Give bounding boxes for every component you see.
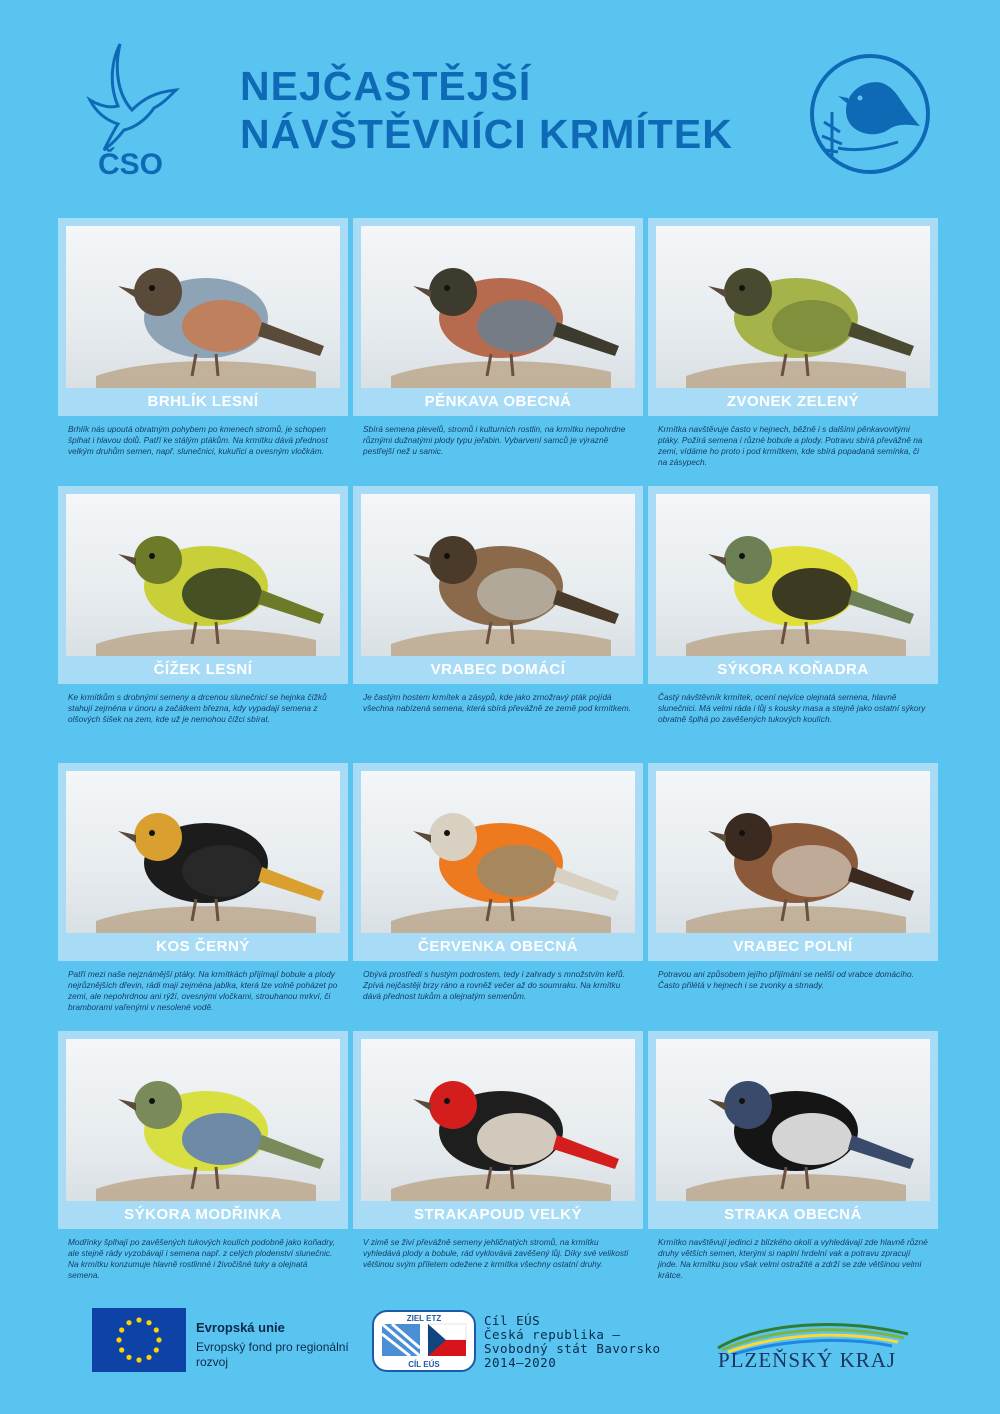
bird-name: SÝKORA MODŘINKA (58, 1203, 348, 1227)
bird-name: KOS ČERNÝ (58, 935, 348, 959)
photo-frame (353, 218, 643, 416)
eu-fund-text: Evropský fond pro regionální rozvoj (196, 1340, 349, 1369)
eu-star-icon (154, 1327, 159, 1332)
bird-description: Patří mezi naše nejznámější ptáky. Na krmítkách přijímají bobule a plody nejrůznějších dřevin, rádi mají zejména jablka, která lze volně poházet po zemi, ale nepohrdnou ani rýží, ovesnými vločkami, strouhanou mrkví, či bramborami vařenými v nesolené vodě. (68, 969, 338, 1012)
cil-line-2: Česká republika – (484, 1327, 621, 1342)
title-line-2: NÁVŠTĚVNÍCI KRMÍTEK (240, 111, 733, 157)
bird-description: Krmítka navštěvuje často v hejnech, běžně i s dalšími pěnkavovitými ptáky. Požírá semena i různé bobule a plody. Potravu sbírá převážně na zemi, vídáme ho proto i pod krmítkem, kde sbírá popadaná semínka, či na zásypech. (658, 424, 923, 467)
blue-tit-icon (66, 1039, 340, 1201)
eu-star-icon (116, 1337, 121, 1342)
bird-description: Modřinky šplhají po zavěšených tukových koulích podobně jako koňadry, ale stejně rády vyzobávají i semena např. z celých plodenství slunečnic. Na krmítku konzumuje hlavně rostlinné i živočišné tuky a olejnatá semena. (68, 1237, 335, 1280)
cso-logo (84, 40, 194, 180)
bird-description: Častý návštěvník krmítek, ocení nejvíce olejnatá semena, hlavně slunečnici. Má velmi ráda i lůj s kousky masa a stejně jako ostatní sýkory obratně šplhá po zavěšených tukových koulích. (658, 692, 926, 724)
eu-star-icon (119, 1327, 124, 1332)
bird-name: SÝKORA KOŇADRA (648, 658, 938, 682)
eu-star-icon (146, 1320, 151, 1325)
woodpecker-icon (361, 1039, 635, 1201)
page-title (240, 62, 733, 158)
bird-photo (361, 226, 635, 388)
photo-frame (648, 763, 938, 961)
robin-icon (361, 771, 635, 933)
bird-description: Je častým hostem krmítek a zásypů, kde jako zrnožravý pták pojídá všechna nabízená semena, která sbírá převážně ze země pod krmítkem. (363, 692, 631, 713)
cil-eus-text (484, 1314, 661, 1370)
bird-photo (656, 494, 930, 656)
bird-photo (66, 1039, 340, 1201)
great-tit-icon (656, 494, 930, 656)
eu-star-icon (136, 1357, 141, 1362)
bird-description: V zimě se živí převážně semeny jehličnatých stromů, na krmítku vyhledává plody a bobule, rád vyklovává zavěšený lůj. Díky své velikosti většinou svým příletem odežene z krmítka všechny ostatní druhy. (363, 1237, 629, 1269)
cso-logo-text: ČSO (98, 148, 164, 180)
bird-name: PĚNKAVA OBECNÁ (353, 390, 643, 414)
eu-star-icon (154, 1347, 159, 1352)
bird-photo (361, 771, 635, 933)
footer (0, 1300, 1000, 1390)
bird-photo (66, 226, 340, 388)
bird-description: Brhlík nás upoutá obratným pohybem po kmenech stromů, je schopen šplhat i hlavou dolů. Patří ke stálým ptákům. Na krmítku dává přednost velkým druhům semen, např. slunečnici, kukuřici a ovesným vločkám. (68, 424, 328, 456)
bird-description: Ke krmítkům s drobnými semeny a drcenou slunečnicí se hejnka čížků stahují zejména v únoru a začátkem března, kdy vypadají semena z olšových šišek na zem, kde už je nemohou čížci sbírat. (68, 692, 327, 724)
eu-star-icon (126, 1355, 131, 1360)
bird-name: ZVONEK ZELENÝ (648, 390, 938, 414)
bird-name: STRAKA OBECNÁ (648, 1203, 938, 1227)
photo-frame (58, 763, 348, 961)
magpie-icon (656, 1039, 930, 1201)
bird-photo (361, 494, 635, 656)
bird-name: STRAKAPOUD VELKÝ (353, 1203, 643, 1227)
photo-frame (353, 486, 643, 684)
eu-star-icon (146, 1355, 151, 1360)
cil-line-3: Svobodný stát Bavorsko (484, 1341, 661, 1356)
bird-name: VRABEC POLNÍ (648, 935, 938, 959)
eu-title: Evropská unie (196, 1320, 285, 1335)
greenfinch-icon (656, 226, 930, 388)
bird-photo (66, 771, 340, 933)
photo-frame (648, 1031, 938, 1229)
bird-description: Potravou ani způsobem jejího přijímání se neliší od vrabce domácího. Často přilétá v hejnech i se zvonky a strnady. (658, 969, 914, 990)
plzensky-kraj-text: PLZEŇSKÝ KRAJ (718, 1348, 897, 1372)
photo-frame (353, 763, 643, 961)
bird-photo (361, 1039, 635, 1201)
siskin-icon (66, 494, 340, 656)
house-sparrow-icon (361, 494, 635, 656)
photo-frame (353, 1031, 643, 1229)
bird-description: Krmítko navštěvují jedinci z blízkého okolí a vyhledávají zde hlavně různé druhy větších semen, kterými si naplní hrdelní vak a potravu zpracují jinde. Na krmítku jsou však velmi ostražité a zdrží se zde většinou velmi krátce. (658, 1237, 928, 1280)
etz-bottom-text: CÍL EÚS (408, 1360, 440, 1369)
bird-name: ČÍŽEK LESNÍ (58, 658, 348, 682)
bird-feeder-emblem-icon (808, 52, 932, 176)
bird-name: ČERVENKA OBECNÁ (353, 935, 643, 959)
eu-star-icon (156, 1337, 161, 1342)
eu-flag-icon (92, 1308, 186, 1372)
photo-frame (58, 486, 348, 684)
blackbird-icon (66, 771, 340, 933)
nuthatch-icon (66, 226, 340, 388)
bird-photo (656, 226, 930, 388)
photo-frame (648, 486, 938, 684)
etz-top-text: ZIEL ETZ (406, 1314, 442, 1323)
bird-name: BRHLÍK LESNÍ (58, 390, 348, 414)
ziel-etz-logo (372, 1310, 476, 1372)
bird-photo (66, 494, 340, 656)
bird-description: Obývá prostředí s hustým podrostem, tedy i zahrady s množstvím keřů. Zpívá nejčastěji brzy ráno a rovněž večer až do soumraku. Na krmítku dává přednost tukům a olejnatým semenům. (363, 969, 625, 1001)
eu-star-icon (119, 1347, 124, 1352)
chaffinch-icon (361, 226, 635, 388)
title-line-1: NEJČASTĚJŠÍ (240, 63, 532, 109)
photo-frame (58, 1031, 348, 1229)
bird-photo (656, 1039, 930, 1201)
bird-photo (656, 771, 930, 933)
bird-name: VRABEC DOMÁCÍ (353, 658, 643, 682)
eu-star-icon (126, 1320, 131, 1325)
photo-frame (58, 218, 348, 416)
tree-sparrow-icon (656, 771, 930, 933)
photo-frame (648, 218, 938, 416)
cil-line-4: 2014–2020 (484, 1355, 557, 1370)
cil-line-1: Cíl EÚS (484, 1313, 541, 1328)
eu-star-icon (136, 1317, 141, 1322)
bird-description: Sbírá semena plevelů, stromů i kulturních rostlin, na krmítku nepohrdne různými dužnatými plody typu jeřabin. Vybarvení samců je výrazně pestřejší než u samic. (363, 424, 626, 456)
